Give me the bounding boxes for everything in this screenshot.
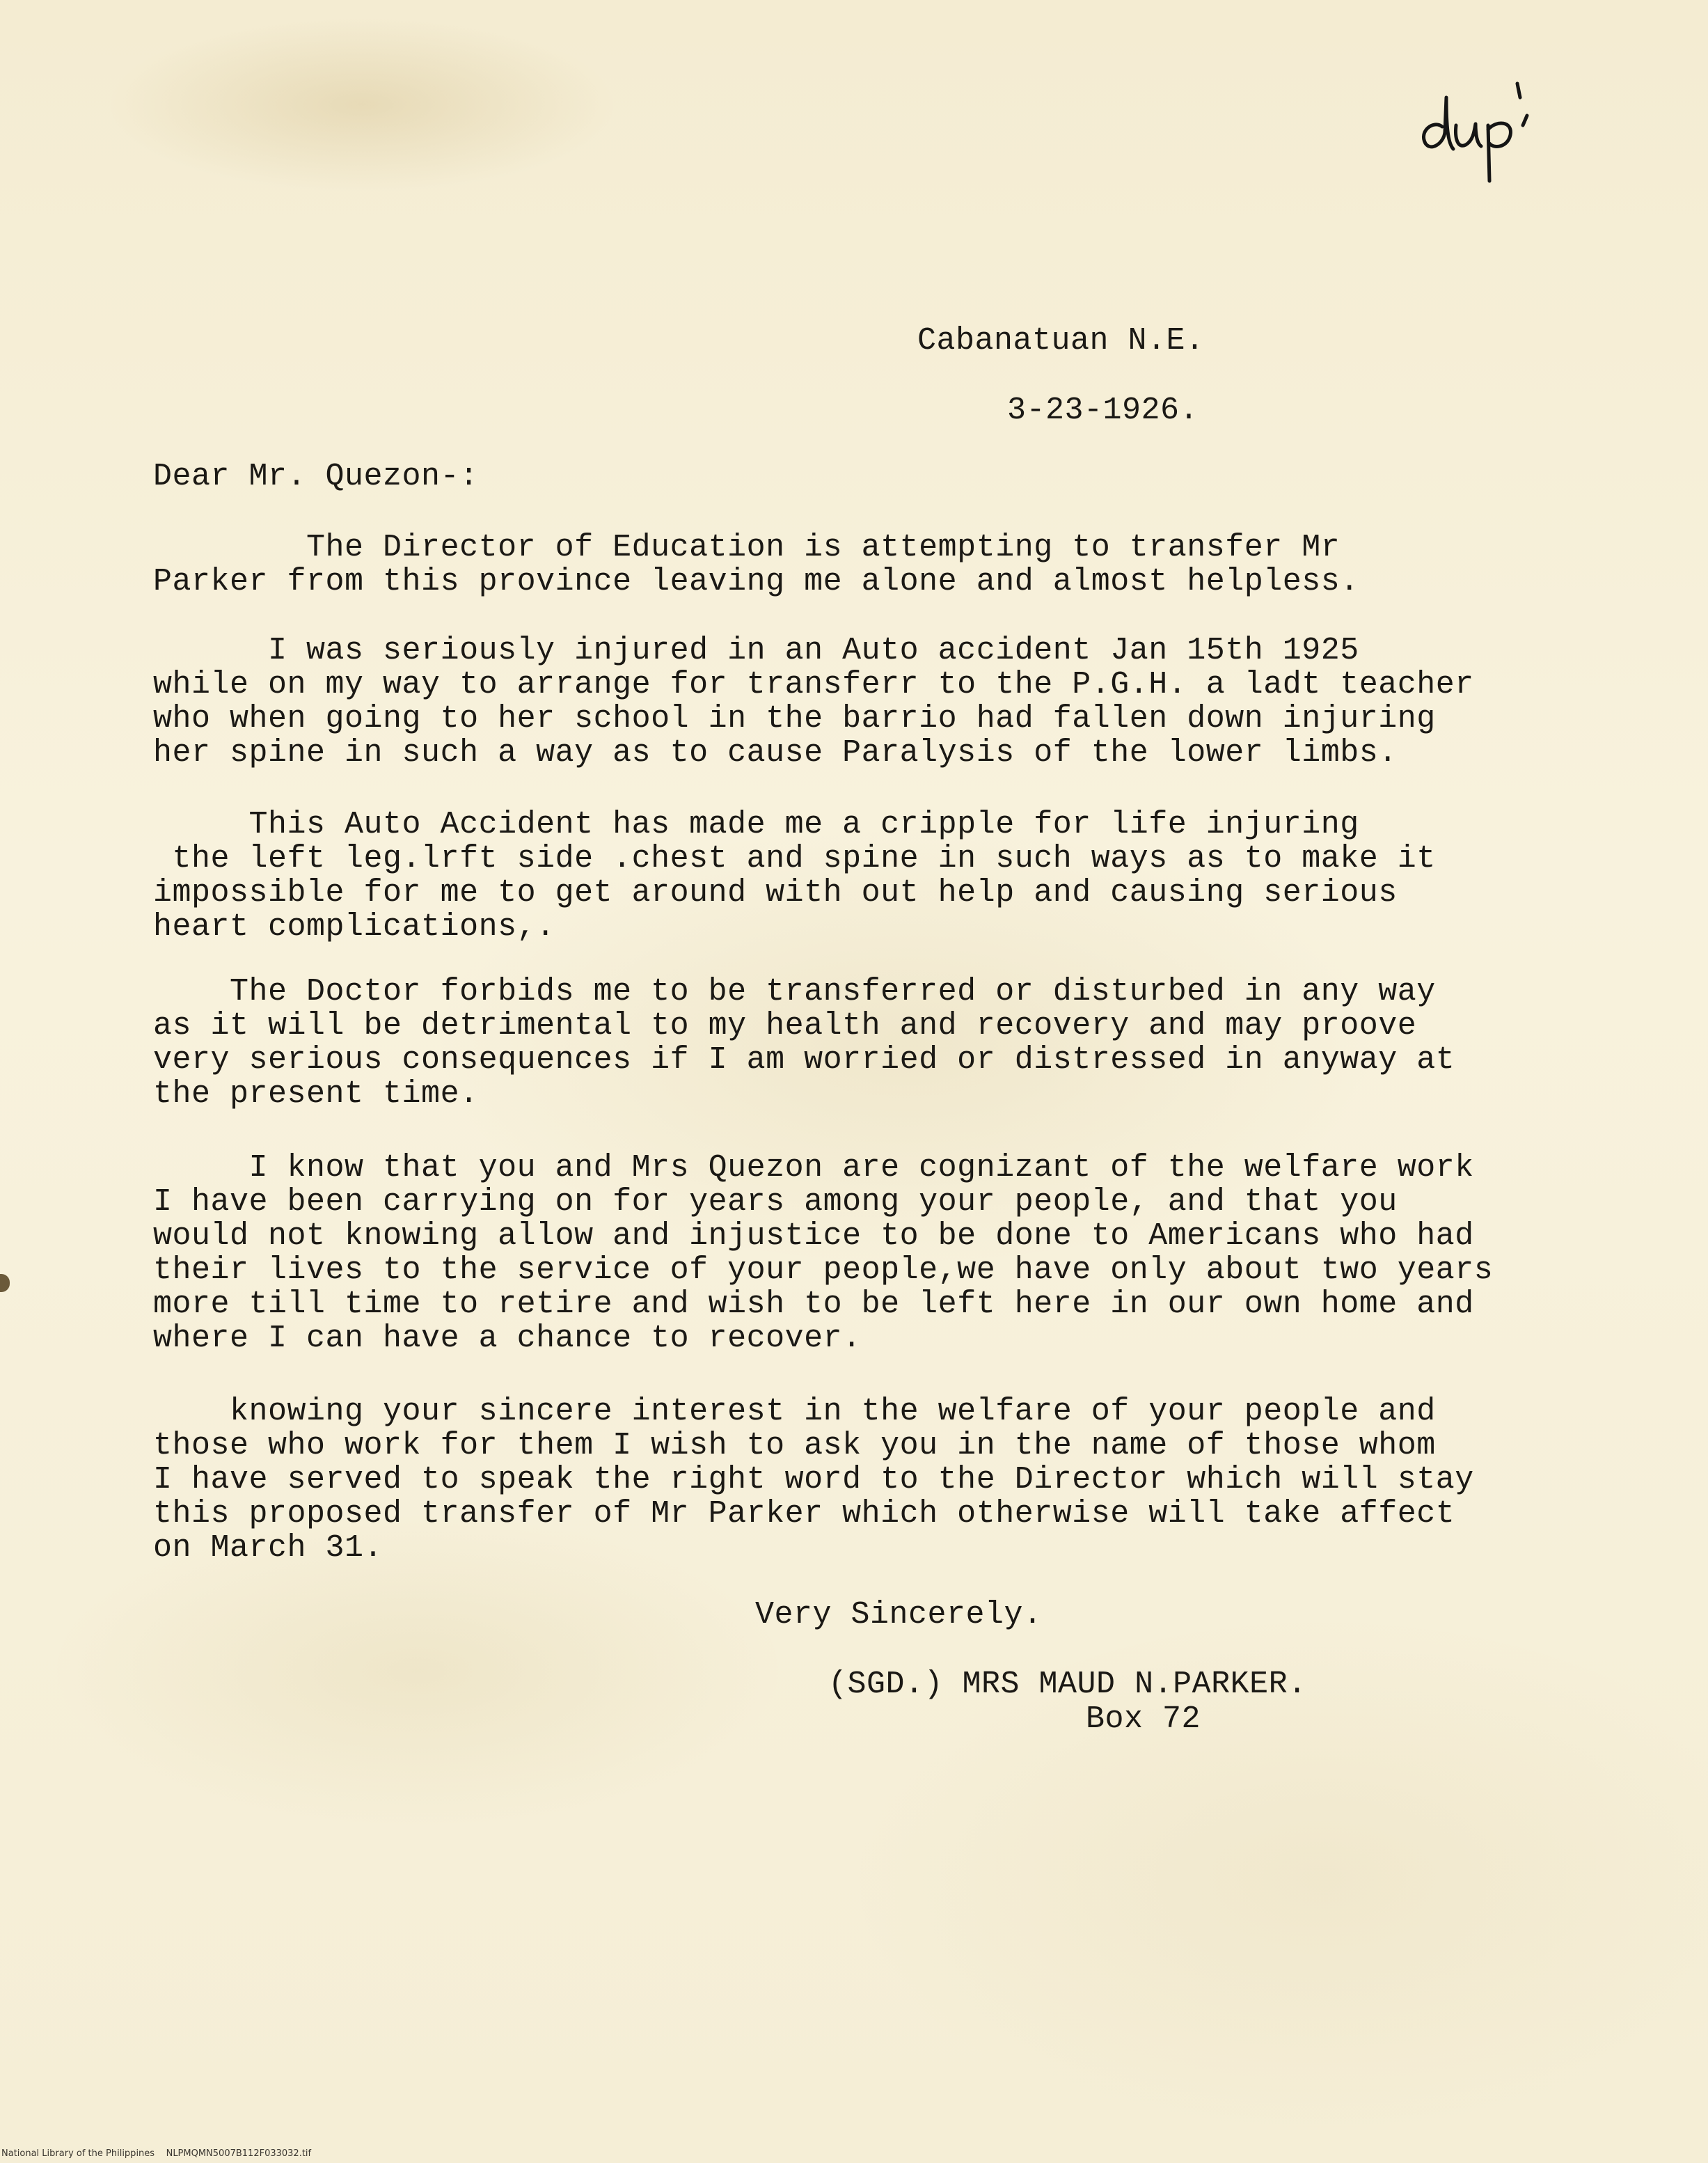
paragraph-line: very serious consequences if I am worried or distressed in anyway at — [153, 1042, 1455, 1078]
paragraph-5 — [153, 1151, 1670, 1355]
paragraph-6 — [153, 1394, 1670, 1565]
paragraph-line: while on my way to arrange for transferr to the P.G.H. a ladt teacher — [153, 667, 1474, 702]
paragraph-2 — [153, 634, 1670, 770]
paragraph-line: This Auto Accident has made me a cripple for life injuring — [153, 807, 1359, 842]
paragraph-line: would not knowing allow and injustice to be done to Americans who had — [153, 1218, 1474, 1254]
paragraph-line: I know that you and Mrs Quezon are cognizant of the welfare work — [153, 1150, 1474, 1186]
paragraph-line: more till time to retire and wish to be left here in our own home and — [153, 1287, 1474, 1322]
paragraph-line: on March 31. — [153, 1530, 383, 1566]
letter-signature: (SGD.) MRS MAUD N.PARKER. — [828, 1667, 1307, 1702]
paragraph-line: Parker from this province leaving me alone and almost helpless. — [153, 564, 1359, 599]
paragraph-line: this proposed transfer of Mr Parker which otherwise will take affect — [153, 1496, 1455, 1532]
paragraph-line: the present time. — [153, 1076, 479, 1112]
paragraph-line: where I can have a chance to recover. — [153, 1321, 862, 1356]
paragraph-line: her spine in such a way as to cause Paralysis of the lower limbs. — [153, 735, 1398, 771]
paragraph-3 — [153, 808, 1670, 944]
paragraph-line: The Director of Education is attempting to transfer Mr — [153, 530, 1341, 565]
handwritten-dup-mark — [1413, 77, 1552, 188]
handwritten-dup-note — [1413, 77, 1552, 188]
letter-date: 3-23-1926. — [1007, 393, 1199, 428]
paragraph-line: I have been carrying on for years among your people, and that you — [153, 1184, 1398, 1220]
letter-salutation: Dear Mr. Quezon-: — [153, 459, 479, 494]
letter-address: Box 72 — [1086, 1701, 1201, 1737]
paragraph-line: those who work for them I wish to ask you in the name of those whom — [153, 1428, 1436, 1463]
paper-edge-mark — [0, 1274, 10, 1292]
paragraph-line: impossible for me to get around with out help and causing serious — [153, 875, 1398, 911]
paragraph-4 — [153, 975, 1670, 1111]
archive-footer: National Library of the Philippines NLPMQMN5007B112F033032.tif — [1, 2148, 312, 2159]
letter-closing: Very Sincerely. — [755, 1597, 1043, 1633]
paragraph-line: The Doctor forbids me to be transferred or disturbed in any way — [153, 974, 1436, 1009]
paragraph-line: who when going to her school in the barrio had fallen down injuring — [153, 701, 1436, 737]
paragraph-line: the left leg.lrft side .chest and spine in such ways as to make it — [153, 841, 1436, 876]
paragraph-line: heart complications,. — [153, 909, 555, 945]
paragraph-line: I was seriously injured in an Auto accident Jan 15th 1925 — [153, 633, 1359, 668]
paragraph-line: their lives to the service of your people,we have only about two years — [153, 1252, 1494, 1288]
paragraph-line: knowing your sincere interest in the welfare of your people and — [153, 1394, 1436, 1429]
paragraph-line: I have served to speak the right word to the Director which will stay — [153, 1462, 1474, 1497]
paragraph-line: as it will be detrimental to my health and recovery and may proove — [153, 1008, 1417, 1044]
paragraph-1 — [153, 530, 1670, 599]
letter-place: Cabanatuan N.E. — [917, 323, 1205, 359]
